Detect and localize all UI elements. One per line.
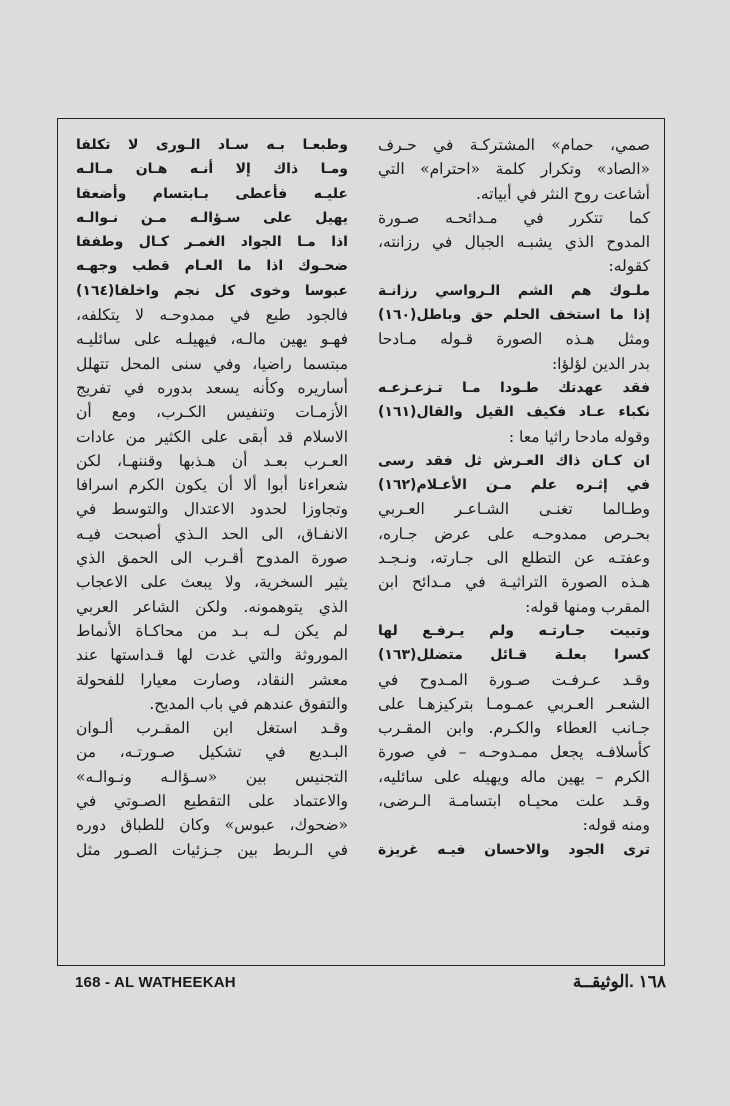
text-line: فالجود طبع في ممدوحـه لا يتكلفه،	[76, 306, 348, 325]
text-line: «ضحوك، عبوس» وكان للطباق دوره	[76, 816, 348, 835]
footer-page-number-english: 168 - AL WATHEEKAH	[75, 974, 236, 991]
text-line: المقرب ومنها قوله:	[525, 597, 650, 616]
footer-page-number-arabic: ١٦٨ .الوثيقــة	[572, 972, 666, 991]
text-line: جـانب العطاء والكـرم. وابن المقـرب	[378, 719, 650, 738]
verse-line: ضحـوك اذا ما العـام قطب وجهـه	[76, 258, 348, 275]
text-line: الموروثة والتي غدت لها قـداستها عند	[76, 646, 348, 665]
verse-line: ومـا ذاك إلا أنـه هـان مـالـه	[76, 161, 348, 178]
text-line: بدر الدين لؤلؤا:	[551, 354, 650, 373]
text-line: البـديع في تشكيل صـورتـه، من	[76, 743, 348, 762]
text-line: الكرم – يهين ماله ويهيله على سائليه،	[378, 767, 650, 786]
text-line: ومثل هـذه الصورة قـوله مـادحا	[378, 330, 650, 349]
verse-line: نكباء عـاد فكيف القيل والقال(١٦١)	[378, 404, 650, 421]
text-line: في الـربط بين جـزئيات الصـور مثل	[76, 840, 348, 859]
text-line: والاعتماد على التقطيع الصـوتي في	[76, 792, 348, 811]
verse-line: كسرا بعلـة قـائل متضلل(١٦٣)	[378, 647, 650, 664]
verse-line: ان كـان ذاك العـرش ثل فقد رسى	[378, 452, 650, 469]
text-line: وطـالما تغنـى الشـاعـر العـربي	[378, 500, 650, 519]
text-line: مبتسما راضيا، وفي سنى المحل تتهلل	[76, 354, 348, 373]
verse-line: فقد عهدتك طـودا مـا تـزعـزعـه	[378, 379, 650, 396]
text-line: بحـرص ممدوحـه على عرض جـاره،	[378, 524, 650, 543]
text-line: المدوح الذي يشبـه الجبال في رزانته،	[378, 233, 650, 252]
text-line: شعراءنا أبوا ألا أن يكون الكرم اسرافا	[76, 476, 348, 495]
text-line: معشر النقاد، وصارت معيارا للفحولة	[76, 670, 348, 689]
text-line: كما تتكرر في مـدائحـه صـورة	[378, 208, 650, 227]
text-line: العـرب بعـد أن هـذبها وقننهـا، لكن	[76, 451, 348, 470]
text-line: ومنه قوله:	[582, 816, 650, 835]
text-line: لم يكن لـه بـد من محاكـاة الأنماط	[76, 621, 348, 640]
text-line: فهـو يهين مالـه، فيهيلـه على سائليـه	[76, 330, 348, 349]
text-line: والتفوق عندهم في باب المديح.	[149, 694, 348, 713]
text-line: هـذه الصورة التراثيـة في مـدائح ابن	[378, 573, 650, 592]
verse-line: وتبيت جـارتـه ولم يـرفـع لها	[378, 622, 650, 639]
text-line: يثير السخرية، ولا يبعث على الاعجاب	[76, 573, 348, 592]
verse-line: ملـوك هم الشم الـرواسي رزانـة	[378, 282, 650, 299]
verse-line: عبوسا وخوى كل نجم واخلفا(١٦٤)	[76, 282, 348, 299]
page-footer	[0, 968, 730, 998]
verse-line: ترى الجود والاحسان فيـه غريزة	[378, 841, 650, 858]
verse-line: يهيل على سـؤالـه مـن نـوالـه	[76, 209, 348, 226]
text-line: صورة المدوح أقـرب الى الحمق الذي	[76, 549, 348, 568]
verse-line: إذا ما استخف الحلم حق وباطل(١٦٠)	[378, 307, 650, 324]
text-line: وعفتـه عن التطلع الى جـارته، ونـجـد	[378, 549, 650, 568]
verse-line: وطبعـا بـه سـاد الـورى لا تكلفا	[76, 137, 348, 153]
text-line: كقوله:	[608, 257, 650, 276]
text-line: وقـد استغل ابن المقـرب ألـوان	[76, 719, 348, 738]
text-line: كأسلافـه يجعل ممـدوحـه – في صورة	[378, 743, 650, 762]
text-line: أساريره وكأنه يسعد بدوره في تفريج	[76, 378, 348, 397]
verse-line: عليـه فأعطى بـابتسام وأضعفا	[76, 185, 348, 202]
text-line: الانفـاق، الى الحد الـذي أصبحت فيـه	[76, 524, 348, 543]
text-line: الشعـر العـربي عمـومـا بتركيزهـا على	[378, 694, 650, 713]
text-line: وقـد علت محيـاه ابتسامـة الـرضى،	[378, 792, 650, 811]
text-line: «الصاد» وتكرار كلمة «احترام» التي	[378, 160, 650, 179]
verse-line: في إثـره علم مـن الأعـلام(١٦٢)	[378, 477, 650, 494]
text-line: أشاعت روح النثر في أبياته.	[475, 184, 650, 203]
page-frame	[57, 118, 665, 966]
right-column	[378, 133, 650, 862]
text-line: الذي يتوهمونه. ولكن الشاعر العربي	[76, 597, 348, 616]
text-line: وقوله مادحا راثيا معا :	[508, 427, 650, 446]
text-line: صمي، حمام» المشتركـة في حـرف	[378, 136, 650, 154]
left-column	[76, 133, 348, 862]
text-line: وتجاوزا لحدود الاعتدال والتوسط في	[76, 500, 348, 519]
text-line: وقـد عـرفـت صـورة المـدوح في	[378, 670, 650, 689]
text-line: الاسلام قد أبقى على الكثير من عادات	[76, 427, 348, 446]
verse-line: اذا مـا الجواد الغمـر كـال وطففا	[76, 234, 348, 251]
text-line: التجنيس بين «سـؤالـه ونـوالـه»	[76, 767, 348, 786]
text-line: الأزمـات وتنفيس الكـرب، ومع أن	[76, 403, 348, 422]
